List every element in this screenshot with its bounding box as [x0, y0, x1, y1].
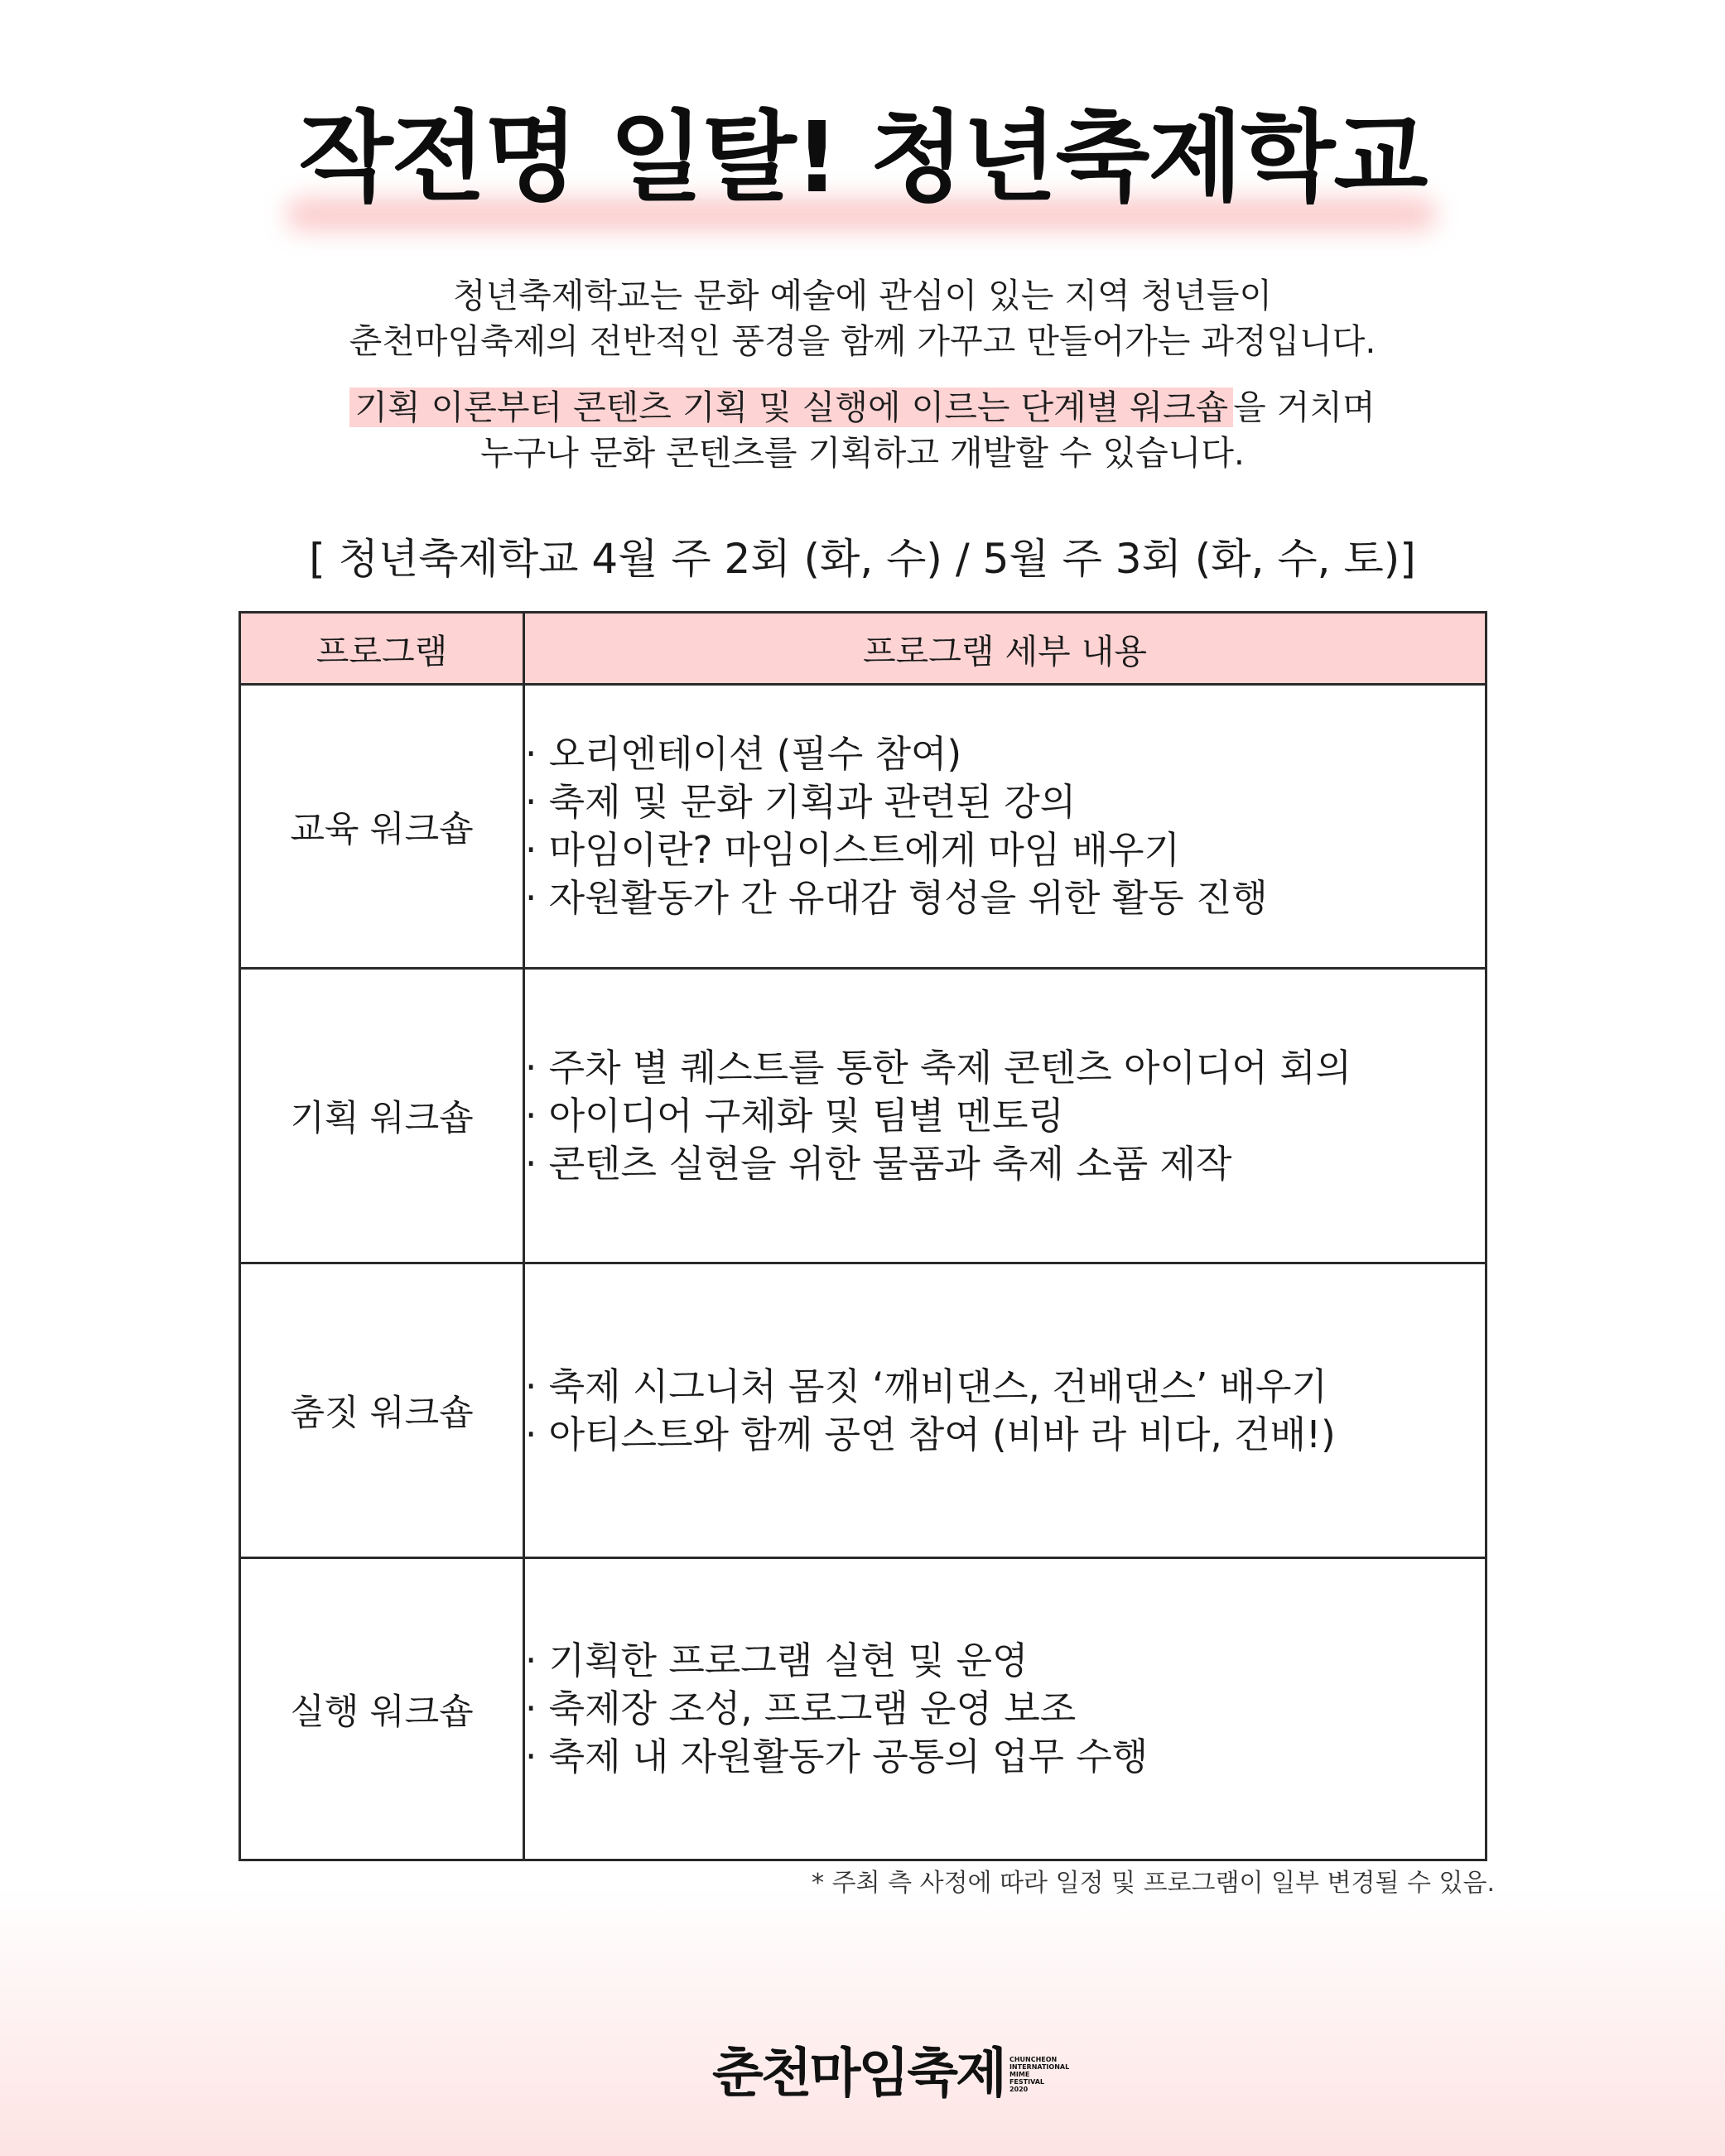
table-row [240, 1263, 1486, 1558]
list-item: · 콘텐츠 실현을 위한 물품과 축제 소품 제작 [525, 1140, 1485, 1188]
table-header-row [240, 613, 1486, 685]
table-row [240, 969, 1486, 1263]
intro-paragraph-2 [0, 385, 1725, 476]
table-row [240, 1558, 1486, 1860]
logo-sub-line: INTERNATIONAL [1009, 2062, 1070, 2071]
list-item: · 축제 내 자원활동가 공통의 업무 수행 [525, 1733, 1485, 1781]
list-item: · 마임이란? 마임이스트에게 마임 배우기 [525, 826, 1485, 874]
logo-sub-line: MIME [1009, 2070, 1030, 2078]
list-item: · 축제 및 문화 기획과 관련된 강의 [525, 778, 1485, 826]
list-item: · 축제 시그니처 몸짓 ‘깨비댄스, 건배댄스’ 배우기 [525, 1363, 1485, 1411]
program-name: 춤짓 워크숍 [240, 1263, 524, 1558]
page-title: 작전명 일탈! 청년축제학교 [298, 100, 1427, 214]
program-detail [524, 1558, 1486, 1860]
list-item: · 오리엔테이션 (필수 참여) [525, 730, 1485, 778]
logo-sub-line: CHUNCHEON [1009, 2055, 1058, 2063]
list-item: · 아이디어 구체화 및 팀별 멘토링 [525, 1092, 1485, 1140]
intro-line-3-rest: 을 거치며 [1233, 387, 1376, 427]
footnote: * 주최 측 사정에 따라 일정 및 프로그램이 일부 변경될 수 있음. [812, 1869, 1495, 1898]
schedule-heading: [ 청년축제학교 4월 주 2회 (화, 수) / 5월 주 3회 (화, 수, 토)] [309, 535, 1416, 583]
program-name: 실행 워크숍 [240, 1558, 524, 1860]
header-program: 프로그램 [240, 613, 524, 685]
detail-list [525, 1363, 1485, 1459]
intro-line-2: 춘천마임축제의 전반적인 풍경을 함께 가꾸고 만들어가는 과정입니다. [349, 321, 1376, 361]
intro-line-3 [0, 385, 1725, 431]
festival-logo [712, 2041, 1069, 2107]
table-row [240, 685, 1486, 969]
list-item: · 아티스트와 함께 공연 참여 (비바 라 비다, 건배!) [525, 1411, 1485, 1459]
program-detail [524, 685, 1486, 969]
detail-list [525, 730, 1485, 922]
logo-sub-line: FESTIVAL [1009, 2077, 1045, 2086]
program-name: 교육 워크숍 [240, 685, 524, 969]
list-item: · 축제장 조성, 프로그램 운영 보조 [525, 1685, 1485, 1733]
list-item: · 기획한 프로그램 실현 및 운영 [525, 1637, 1485, 1685]
list-item: · 자원활동가 간 유대감 형성을 위한 활동 진행 [525, 874, 1485, 922]
logo-wordmark: 춘천마임축제 [712, 2043, 1005, 2105]
program-name: 기획 워크숍 [240, 969, 524, 1263]
program-detail [524, 1263, 1486, 1558]
logo-sub-line: 2020 [1009, 2085, 1029, 2093]
list-item: · 주차 별 퀘스트를 통한 축제 콘텐츠 아이디어 회의 [525, 1044, 1485, 1092]
program-detail [524, 969, 1486, 1263]
header-detail: 프로그램 세부 내용 [524, 613, 1486, 685]
program-table [239, 611, 1487, 1861]
title-block [0, 99, 1725, 240]
logo-subtitle [1009, 2056, 1069, 2093]
intro-line-1: 청년축제학교는 문화 예술에 관심이 있는 지역 청년들이 [452, 276, 1273, 315]
detail-list [525, 1637, 1485, 1781]
detail-list [525, 1044, 1485, 1188]
intro-paragraph-1 [0, 273, 1725, 364]
intro-highlight: 기획 이론부터 콘텐츠 기획 및 실행에 이르는 단계별 워크숍 [349, 387, 1233, 427]
intro-line-4: 누구나 문화 콘텐츠를 기획하고 개발할 수 있습니다. [480, 433, 1245, 473]
